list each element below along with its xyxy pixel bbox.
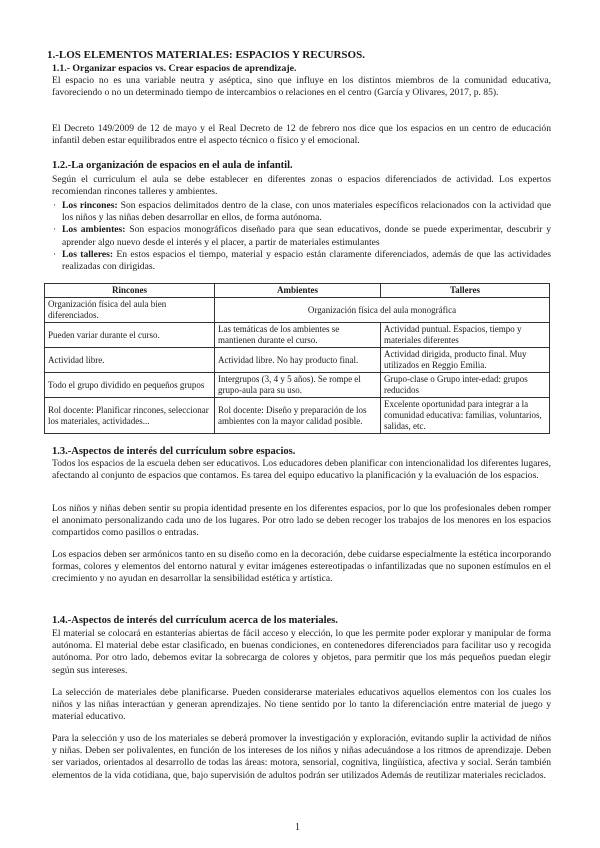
spaces-bullet-list bbox=[52, 200, 551, 273]
table-cell: Rol docente: Diseño y preparación de los ambientes con la mayor calidad posible. bbox=[215, 398, 381, 434]
comparison-table bbox=[44, 283, 550, 434]
bullet-text: En estos espacios el tiempo, material y espacio están claramente diferenciados, además de que las actividades realizadas con dirigidas. bbox=[62, 248, 551, 273]
section-1-4-heading: 1.4.-Aspectos de interés del currículum acerca de los materiales. bbox=[52, 615, 338, 626]
column-header-talleres: Talleres bbox=[381, 284, 550, 298]
table-cell: Todo el grupo dividido en pequeños grupos bbox=[45, 373, 215, 398]
table-cell: Excelente oportunidad para integrar a la comunidad educativa: familias, voluntarios, salidas, etc. bbox=[381, 398, 550, 434]
section-1-4-paragraph-3: Para la selección y uso de los materiales se deberá promover la investigación y exploración, evitando suplir la actividad de niños y niñas. Deben ser polivalentes, en función de los intereses de los niños y niñas adecuándose a los ritmos de aprendizaje. Deben ser variados, orientados al desarrollo de todas las áreas: motora, sensorial, cognitiva, lingüística, afectiva y social. Serán también elementos de la vida cotidiana, que, bajo supervisión de adultos podrán ser utilizados Además de reutilizar materiales reciclados. bbox=[52, 733, 551, 781]
bullet-dot-icon: · bbox=[53, 224, 57, 236]
bullet-talleres bbox=[52, 249, 551, 273]
table-cell: Actividad libre. No hay producto final. bbox=[215, 348, 381, 373]
table-cell: Intergrupos (3, 4 y 5 años). Se rompe el grupo-aula para su uso. bbox=[215, 373, 381, 398]
page-number: 1 bbox=[295, 822, 300, 833]
table-cell: Organización física del aula bien diferenciados. bbox=[45, 298, 215, 323]
table-cell-merged: Organización física del aula monográfica bbox=[215, 298, 550, 323]
table-row bbox=[45, 373, 550, 398]
section-1-3-paragraph-3: Los espacios deben ser armónicos tanto en su diseño como en la decoración, debe cuidarse especialmente la estética incorporando formas, colores y elementos del entorno natural y evitar imágenes estereotipadas o infantilizadas que no suponen estímulos en el crecimiento y no ayudan en desarrollar la sensibilidad estética y artística. bbox=[52, 549, 551, 585]
bullet-term: Los ambientes: bbox=[62, 224, 126, 236]
bullet-ambientes bbox=[52, 224, 551, 248]
table-cell: Rol docente: Planificar rincones, seleccionar los materiales, actividades... bbox=[45, 398, 215, 434]
column-header-ambientes: Ambientes bbox=[215, 284, 381, 298]
table-cell: Grupo-clase o Grupo inter-edad: grupos reducidos bbox=[381, 373, 550, 398]
table-cell: Pueden variar durante el curso. bbox=[45, 323, 215, 348]
table-cell: Actividad libre. bbox=[45, 348, 215, 373]
section-1-2-paragraph-1: Según el curriculum el aula se debe establecer en diferentes zonas o espacios diferenciados de actividad. Los expertos recomiendan rincones talleres y ambientes. bbox=[52, 174, 551, 198]
bullet-dot-icon: · bbox=[53, 248, 57, 260]
section-1-1-heading: 1.1.- Organizar espacios vs. Crear espacios de aprendizaje. bbox=[52, 63, 297, 74]
document-title: 1.-LOS ELEMENTOS MATERIALES: ESPACIOS Y RECURSOS. bbox=[47, 49, 365, 61]
table-row bbox=[45, 398, 550, 434]
bullet-term: Los talleres: bbox=[62, 248, 114, 260]
column-header-rincones: Rincones bbox=[45, 284, 215, 298]
section-1-3-heading: 1.3.-Aspectos de interés del currículum sobre espacios. bbox=[52, 446, 296, 457]
bullet-text: Son espacios monográficos diseñado para que sean educativos, donde se puede experimentar, descubrir y aprender algo nuevo desde el interés y el placer, a partir de materiales estimulantes bbox=[62, 224, 552, 248]
table-header-row bbox=[45, 284, 550, 298]
table-row bbox=[45, 323, 550, 348]
bullet-text: Son espacios delimitados dentro de la clase, con unos materiales específicos relacionados con la actividad que los niños y las niñas deben desarrollar en ellos, de forma autónoma. bbox=[62, 200, 551, 224]
section-1-3-paragraph-2: Los niños y niñas deben sentir su propia identidad presente en los diferentes espacios, por lo que los profesionales deben romper el anonimato personalizando cada uno de los lugares. Por otro lado se deben recoger los trabajos de los menores en los espacios compartidos como pasillos o entradas. bbox=[52, 503, 551, 539]
section-1-4-paragraph-1: El material se colocará en estanterías abiertas de fácil acceso y elección, lo que les permite poder explorar y manipular de forma autónoma. El material debe estar clasificado, en buenas condiciones, en contenedores diferenciados para facilitar uso y recogida autónoma. Por otro lado, debemos evitar la sobrecarga de colores y objetos, para permitir que los más pequeños puedan elegir según sus intereses. bbox=[52, 628, 551, 676]
table-row bbox=[45, 298, 550, 323]
table-cell: Actividad dirigida, producto final. Muy utilizados en Reggio Emilia. bbox=[381, 348, 550, 373]
bullet-dot-icon: · bbox=[53, 200, 57, 211]
table-cell: Las temáticas de los ambientes se mantienen durante el curso. bbox=[215, 323, 381, 348]
section-1-4-paragraph-2: La selección de materiales debe planificarse. Pueden considerarse materiales educativos aquellos elementos con los cuales los niños y las niñas interactúan y generan aprendizajes. No tiene sentido por lo tanto la diferenciación entre material de juego y material educativo. bbox=[52, 687, 551, 723]
section-1-1-paragraph-1: El espacio no es una variable neutra y aséptica, sino que influye en los distintos miembros de la comunidad educativa, favoreciendo o no un determinado tiempo de intercambios o relaciones en el centro (García y Olivares, 2017, p. 85). bbox=[52, 75, 551, 99]
bullet-rincones bbox=[52, 200, 551, 224]
section-1-2-heading: 1.2.-La organización de espacios en el aula de infantil. bbox=[52, 160, 293, 171]
section-1-1-paragraph-2: El Decreto 149/2009 de 12 de mayo y el Real Decreto de 12 de febrero nos dice que los espacios en un centro de educación infantil deben estar equilibrados entre el aspecto técnico o físico y el emocional. bbox=[52, 123, 551, 147]
table-row bbox=[45, 348, 550, 373]
bullet-term: Los rincones: bbox=[62, 200, 118, 211]
section-1-3-paragraph-1: Todos los espacios de la escuela deben ser educativos. Los educadores deben planificar con intencionalidad los diferentes lugares, afectando al conjunto de espacios que contamos. Es tarea del equipo educativo la planificación y la evaluación de los espacios. bbox=[52, 458, 551, 482]
table-cell: Actividad puntual. Espacios, tiempo y materiales diferentes bbox=[381, 323, 550, 348]
